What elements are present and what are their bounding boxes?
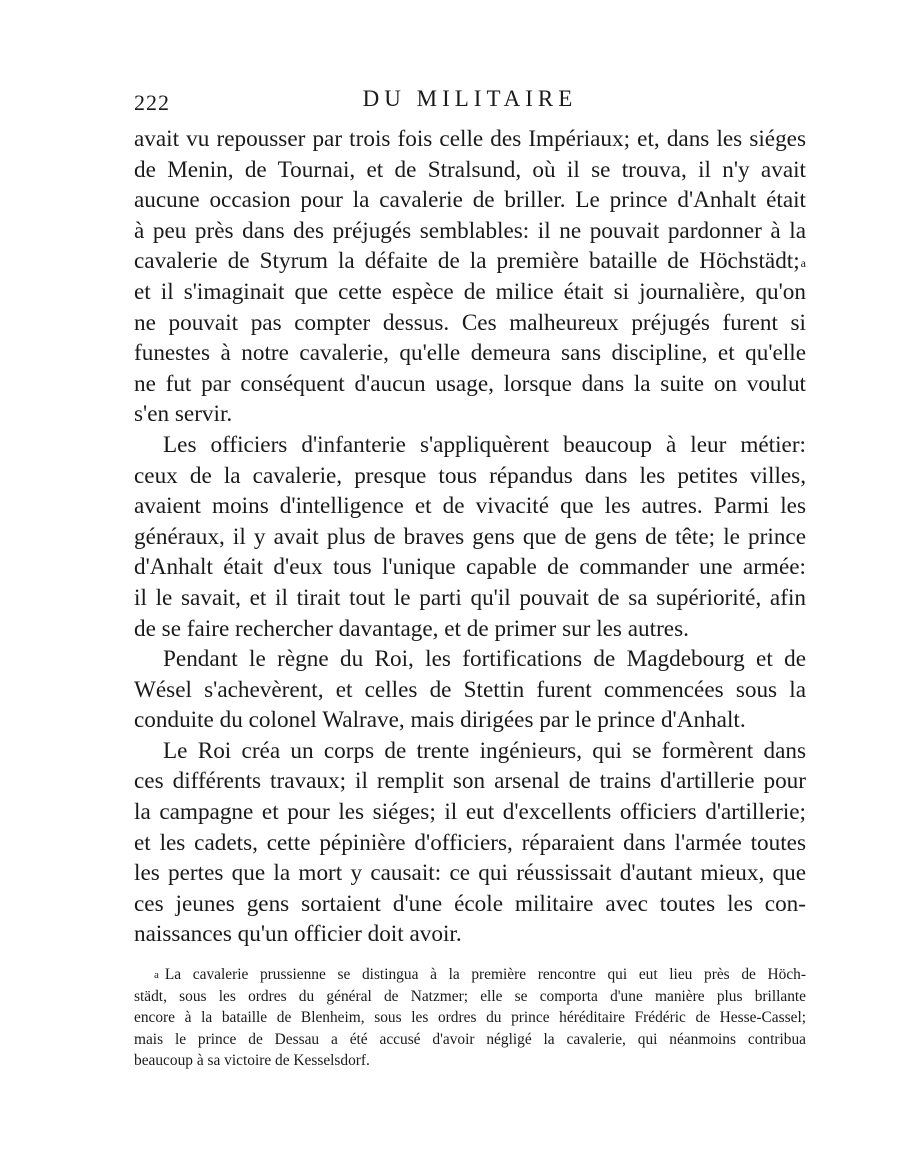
text-line: aucune occasion pour la cavalerie de briller. Le prince d'Anhalt était	[134, 187, 806, 214]
text-line: les pertes que la mort y causait: ce qui réussissait d'autant mieux, que	[134, 860, 806, 887]
text-line: Pendant le règne du Roi, les fortifications de Magdebourg et de	[163, 646, 806, 673]
text-line: de Menin, de Tournai, et de Stralsund, où il se trouva, il n'y avait	[134, 156, 806, 183]
paragraph-3	[134, 644, 806, 736]
text-line: ne pouvait pas compter dessus. Ces malheureux préjugés furent si	[134, 309, 806, 336]
paragraph-4	[134, 736, 806, 950]
footnote-marker: a	[154, 969, 159, 981]
text-line: Les officiers d'infanterie s'appliquèrent beaucoup à leur métier:	[163, 431, 806, 458]
text-line: ces différents travaux; il remplit son arsenal de trains d'artillerie pour	[134, 768, 806, 795]
paragraph-2	[134, 430, 806, 644]
text-line: généraux, il y avait plus de braves gens que de gens de tête; le prince	[134, 523, 806, 550]
text-line: s'en servir.	[134, 401, 233, 428]
footnote-first-line	[134, 964, 806, 986]
text-line: à peu près dans des préjugés semblables: il ne pouvait pardonner à la	[134, 217, 806, 244]
text-line: conduite du colonel Walrave, mais dirigées par le prince d'Anhalt.	[134, 707, 746, 734]
text-line: la campagne et pour les siéges; il eut d'excellents officiers d'artillerie;	[134, 799, 806, 826]
text-line: ne fut par conséquent d'aucun usage, lorsque dans la suite on voulut	[134, 370, 806, 397]
footnote	[134, 964, 806, 1072]
footnote-line: La cavalerie prussienne se distingua à la première rencontre qui eut lieu près de Höch-	[164, 966, 806, 983]
text-line: ceux de la cavalerie, presque tous répandus dans les petites villes,	[134, 462, 806, 489]
page-header	[134, 86, 806, 118]
paragraph-1	[134, 124, 806, 430]
body-text	[134, 124, 806, 950]
text-line: avait vu repousser par trois fois celle des Impériaux; et, dans les siéges	[134, 126, 806, 152]
text-line: et les cadets, cette pépinière d'officiers, réparaient dans l'armée toutes	[134, 829, 806, 856]
footnote-line: städt, sous les ordres du général de Natzmer; elle se comporta d'une manière plus brillante	[134, 987, 806, 1005]
footnote-line: encore à la bataille de Blenheim, sous les ordres du prince héréditaire Frédéric de Hesse-Cassel;	[134, 1009, 806, 1027]
footnote-line: beaucoup à sa victoire de Kesselsdorf.	[134, 1052, 370, 1070]
text-line: il le savait, et il tirait tout le parti qu'il pouvait de sa supériorité, afin	[134, 584, 806, 611]
text-line: d'Anhalt était d'eux tous l'unique capable de commander une armée:	[134, 554, 806, 581]
page-number: 222	[134, 90, 170, 115]
text-line: Wésel s'achevèrent, et celles de Stettin furent commencées sous la	[134, 676, 806, 703]
text-line: de se faire rechercher davantage, et de primer sur les autres.	[134, 615, 689, 642]
text-line: ces jeunes gens sortaient d'une école militaire avec toutes les con-	[134, 890, 806, 917]
text-line: naissances qu'un officier doit avoir.	[134, 921, 462, 948]
text-line: cavalerie de Styrum la défaite de la première bataille de Höchstädt;	[134, 248, 800, 275]
running-title: DU MILITAIRE	[362, 86, 578, 111]
text-line: Le Roi créa un corps de trente ingénieurs, qui se formèrent dans	[163, 737, 806, 764]
text-line: avaient moins d'intelligence et de vivacité que les autres. Parmi les	[134, 493, 806, 520]
footnote-reference[interactable]: a	[800, 256, 806, 271]
text-line: et il s'imaginait que cette espèce de milice était si journalière, qu'on	[134, 278, 806, 305]
text-line: funestes à notre cavalerie, qu'elle demeura sans discipline, et qu'elle	[134, 340, 806, 367]
text-line-with-footnote	[134, 246, 806, 277]
footnote-line: mais le prince de Dessau a été accusé d'avoir négligé la cavalerie, qui néanmoins contribua	[134, 1030, 806, 1048]
